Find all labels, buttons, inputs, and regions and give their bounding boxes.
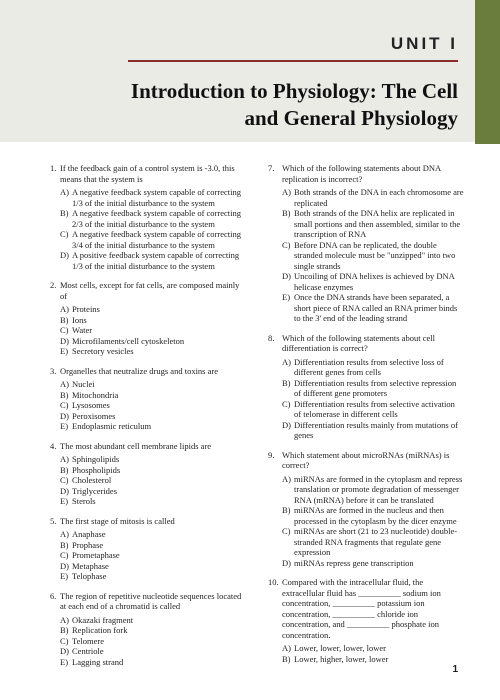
answer-option xyxy=(60,304,246,315)
question-item xyxy=(268,577,464,664)
question-number: 1. xyxy=(50,163,57,173)
option-letter: B) xyxy=(60,208,69,218)
question-body xyxy=(60,366,246,432)
option-letter: A) xyxy=(282,643,291,653)
option-letter: B) xyxy=(60,625,69,635)
answer-option xyxy=(282,378,464,399)
option-letter: B) xyxy=(60,389,69,400)
answer-option xyxy=(282,292,464,324)
answer-option xyxy=(60,454,246,465)
option-letter: D) xyxy=(60,646,69,656)
question-number: 6. xyxy=(50,590,57,601)
option-letter: B) xyxy=(60,464,69,475)
option-text: Cholesterol xyxy=(72,475,112,485)
option-letter: D) xyxy=(60,410,69,421)
option-letter: E) xyxy=(60,656,69,667)
option-text: Sphingolipids xyxy=(72,454,120,464)
answer-option xyxy=(282,240,464,272)
option-text: A negative feedback system capable of correcting 2/3 of the initial disturbance to the system xyxy=(72,208,241,229)
option-letter: D) xyxy=(60,560,69,571)
answer-option xyxy=(60,315,246,326)
question-body xyxy=(282,333,464,441)
option-text: Ions xyxy=(72,314,87,325)
question-stem: Most cells, except for fat cells, are composed mainly of xyxy=(60,280,240,301)
option-text: Lower, lower, lower, lower xyxy=(294,643,386,653)
option-text: Differentiation results from selective repression of different gene promoters xyxy=(294,377,457,398)
question-body xyxy=(60,591,246,668)
question-item xyxy=(50,441,246,507)
answer-option xyxy=(282,420,464,441)
option-letter: A) xyxy=(282,356,291,367)
answer-option xyxy=(60,625,246,636)
question-item xyxy=(50,516,246,582)
header-rule xyxy=(128,60,458,62)
answer-option xyxy=(60,636,246,647)
question-number: 2. xyxy=(50,280,57,290)
answer-option xyxy=(60,390,246,401)
option-letter: E) xyxy=(60,421,69,431)
answer-option xyxy=(60,421,246,432)
option-text: Prophase xyxy=(72,539,104,550)
option-text: Both strands of the DNA in each chromosome are replicated xyxy=(294,187,464,208)
option-text: miRNAs are formed in the nucleus and then processed in the cytoplasm by the dicer enzyme xyxy=(294,505,457,526)
question-number: 9. xyxy=(268,449,275,460)
right-column xyxy=(268,163,464,673)
answer-option xyxy=(60,411,246,422)
page-number: 1 xyxy=(452,664,458,675)
accent-bar xyxy=(475,0,500,144)
answer-option xyxy=(60,475,246,486)
question-number: 7. xyxy=(268,163,275,173)
option-text: Uncoiling of DNA helixes is achieved by DNA helicase enzymes xyxy=(294,271,455,292)
answer-option xyxy=(60,208,246,229)
question-number: 4. xyxy=(50,440,57,451)
option-text: Metaphase xyxy=(72,560,109,571)
question-body xyxy=(60,516,246,582)
question-number: 8. xyxy=(268,332,275,343)
answer-option xyxy=(60,229,246,250)
option-text: Both strands of the DNA helix are replicated in small portions and then assembled, similar to the transcription of RNA xyxy=(294,208,461,239)
option-letter: E) xyxy=(282,292,291,302)
option-letter: C) xyxy=(282,398,291,409)
option-text: Okazaki fragment xyxy=(72,614,134,625)
question-stem: The first stage of mitosis is called xyxy=(60,515,175,526)
answer-option xyxy=(282,526,464,558)
option-text: Water xyxy=(72,325,93,335)
option-text: A positive feedback system capable of correcting 1/3 of the initial disturbance to the system xyxy=(72,250,240,271)
option-letter: E) xyxy=(60,496,69,506)
option-text: Differentiation results from selective activation of telomerase in different cells xyxy=(294,398,455,419)
option-letter: A) xyxy=(282,187,291,197)
option-letter: D) xyxy=(282,557,291,568)
answer-option xyxy=(60,550,246,561)
question-item xyxy=(50,163,246,271)
option-text: Differentiation results from selective loss of different genes from cells xyxy=(294,356,444,377)
answer-option xyxy=(60,615,246,626)
question-number: 3. xyxy=(50,365,57,376)
option-letter: B) xyxy=(282,505,291,515)
option-letter: C) xyxy=(60,400,69,410)
answer-option xyxy=(60,571,246,582)
answer-option xyxy=(282,505,464,526)
question-body xyxy=(282,450,464,569)
option-text: Proteins xyxy=(72,304,100,314)
option-letter: C) xyxy=(60,635,69,646)
question-stem: Organelles that neutralize drugs and toxins are xyxy=(60,365,218,376)
question-stem: The most abundant cell membrane lipids are xyxy=(60,440,212,451)
option-letter: B) xyxy=(60,539,69,550)
option-text: Before DNA can be replicated, the double stranded molecule must be "unzipped" into two single strands xyxy=(294,239,456,271)
question-stem: Which of the following statements about DNA replication is incorrect? xyxy=(282,163,441,184)
answer-option xyxy=(60,336,246,347)
option-text: Sterols xyxy=(72,496,96,506)
option-letter: A) xyxy=(60,379,69,389)
question-body xyxy=(282,577,464,664)
option-letter: C) xyxy=(60,550,69,560)
option-text: Telomere xyxy=(72,635,104,646)
option-text: Nuclei xyxy=(72,379,95,389)
answer-option xyxy=(60,646,246,657)
answer-option xyxy=(60,325,246,336)
option-letter: C) xyxy=(60,229,69,239)
option-text: Differentiation results mainly from mutations of genes xyxy=(294,419,458,440)
answer-option xyxy=(282,271,464,292)
question-item xyxy=(268,450,464,569)
option-text: Prometaphase xyxy=(72,550,120,560)
answer-option xyxy=(60,187,246,208)
question-body xyxy=(282,163,464,324)
option-text: Secretory vesicles xyxy=(72,346,134,356)
option-text: Lower, higher, lower, lower xyxy=(294,653,389,664)
answer-option xyxy=(60,540,246,551)
option-text: miRNAs are formed in the cytoplasm and repress translation or promote degradation of messenger RNA (mRNA) before it can be translated xyxy=(294,473,463,505)
question-item xyxy=(50,280,246,357)
option-text: Once the DNA strands have been separated, a short piece of RNA called an RNA primer binds to the 3' end of the leading strand xyxy=(294,292,458,323)
answer-option xyxy=(60,465,246,476)
question-stem: Which statement about microRNAs (miRNAs) is correct? xyxy=(282,449,450,470)
option-text: Telophase xyxy=(72,571,107,581)
option-letter: E) xyxy=(60,571,69,581)
answer-option xyxy=(60,379,246,390)
option-letter: C) xyxy=(282,526,291,536)
option-text: miRNAs repress gene transcription xyxy=(294,557,414,568)
question-item xyxy=(268,163,464,324)
question-stem: If the feedback gain of a control system is -3.0, this means that the system is xyxy=(60,163,235,184)
option-text: Lagging strand xyxy=(72,656,124,667)
answer-option xyxy=(60,561,246,572)
question-body xyxy=(60,163,246,271)
option-text: Centriole xyxy=(72,646,104,656)
option-letter: C) xyxy=(282,239,291,250)
question-stem: The region of repetitive nucleotide sequences located at each end of a chromatid is called xyxy=(60,590,242,611)
question-body xyxy=(60,441,246,507)
option-text: Anaphase xyxy=(72,529,106,539)
option-letter: E) xyxy=(60,346,69,356)
option-text: Mitochondria xyxy=(72,389,119,400)
answer-option xyxy=(60,529,246,540)
option-letter: A) xyxy=(60,614,69,625)
option-letter: D) xyxy=(60,485,69,496)
option-letter: D) xyxy=(282,419,291,430)
answer-option xyxy=(60,496,246,507)
option-text: Microfilaments/cell cytoskeleton xyxy=(72,335,185,346)
option-letter: D) xyxy=(60,335,69,346)
option-letter: A) xyxy=(60,529,69,539)
unit-label: UNIT I xyxy=(390,34,458,53)
option-letter: B) xyxy=(282,377,291,388)
option-letter: D) xyxy=(282,271,291,281)
answer-option xyxy=(60,657,246,668)
option-letter: D) xyxy=(60,250,69,260)
option-text: Replication fork xyxy=(72,625,128,635)
answer-option xyxy=(60,250,246,271)
option-letter: A) xyxy=(60,187,69,197)
question-number: 5. xyxy=(50,515,57,526)
option-letter: C) xyxy=(60,325,69,335)
option-letter: C) xyxy=(60,475,69,485)
option-text: Phospholipids xyxy=(72,464,121,475)
answer-option xyxy=(282,654,464,665)
option-text: Lysosomes xyxy=(72,400,110,410)
answer-option xyxy=(282,187,464,208)
question-item xyxy=(50,591,246,668)
option-text: A negative feedback system capable of correcting 3/4 of the initial disturbance to the system xyxy=(72,229,241,250)
answer-option xyxy=(60,400,246,411)
question-item xyxy=(50,366,246,432)
option-letter: B) xyxy=(60,314,69,325)
question-item xyxy=(268,333,464,441)
option-letter: B) xyxy=(282,653,291,664)
option-letter: A) xyxy=(60,454,69,464)
answer-option xyxy=(282,643,464,654)
answer-option xyxy=(60,346,246,357)
option-text: miRNAs are short (21 to 23 nucleotide) double-stranded RNA fragments that regulate gene expression xyxy=(294,526,458,557)
option-text: Peroxisomes xyxy=(72,410,116,421)
answer-option xyxy=(282,357,464,378)
question-body xyxy=(60,280,246,357)
option-text: Triglycerides xyxy=(72,485,118,496)
answer-option xyxy=(60,486,246,497)
question-stem: Compared with the intracellular fluid, the extracellular fluid has __________ sodium ion concentration, __________ potassium ion concentration, __________ chloride ion concentration, and __________ phosphate ion concentration. xyxy=(282,577,441,640)
answer-option xyxy=(282,208,464,240)
question-number: 10. xyxy=(268,577,279,587)
answer-option xyxy=(282,474,464,506)
option-letter: A) xyxy=(60,304,69,314)
page-title: Introduction to Physiology: The Cell and General Physiology xyxy=(130,79,458,130)
option-text: A negative feedback system capable of correcting 1/3 of the initial disturbance to the system xyxy=(72,187,241,208)
option-text: Endoplasmic reticulum xyxy=(72,421,152,431)
question-stem: Which of the following statements about cell differentiation is correct? xyxy=(282,332,435,353)
answer-option xyxy=(282,399,464,420)
option-letter: A) xyxy=(282,473,291,484)
option-letter: B) xyxy=(282,208,291,218)
answer-option xyxy=(282,558,464,569)
left-column xyxy=(50,163,246,676)
